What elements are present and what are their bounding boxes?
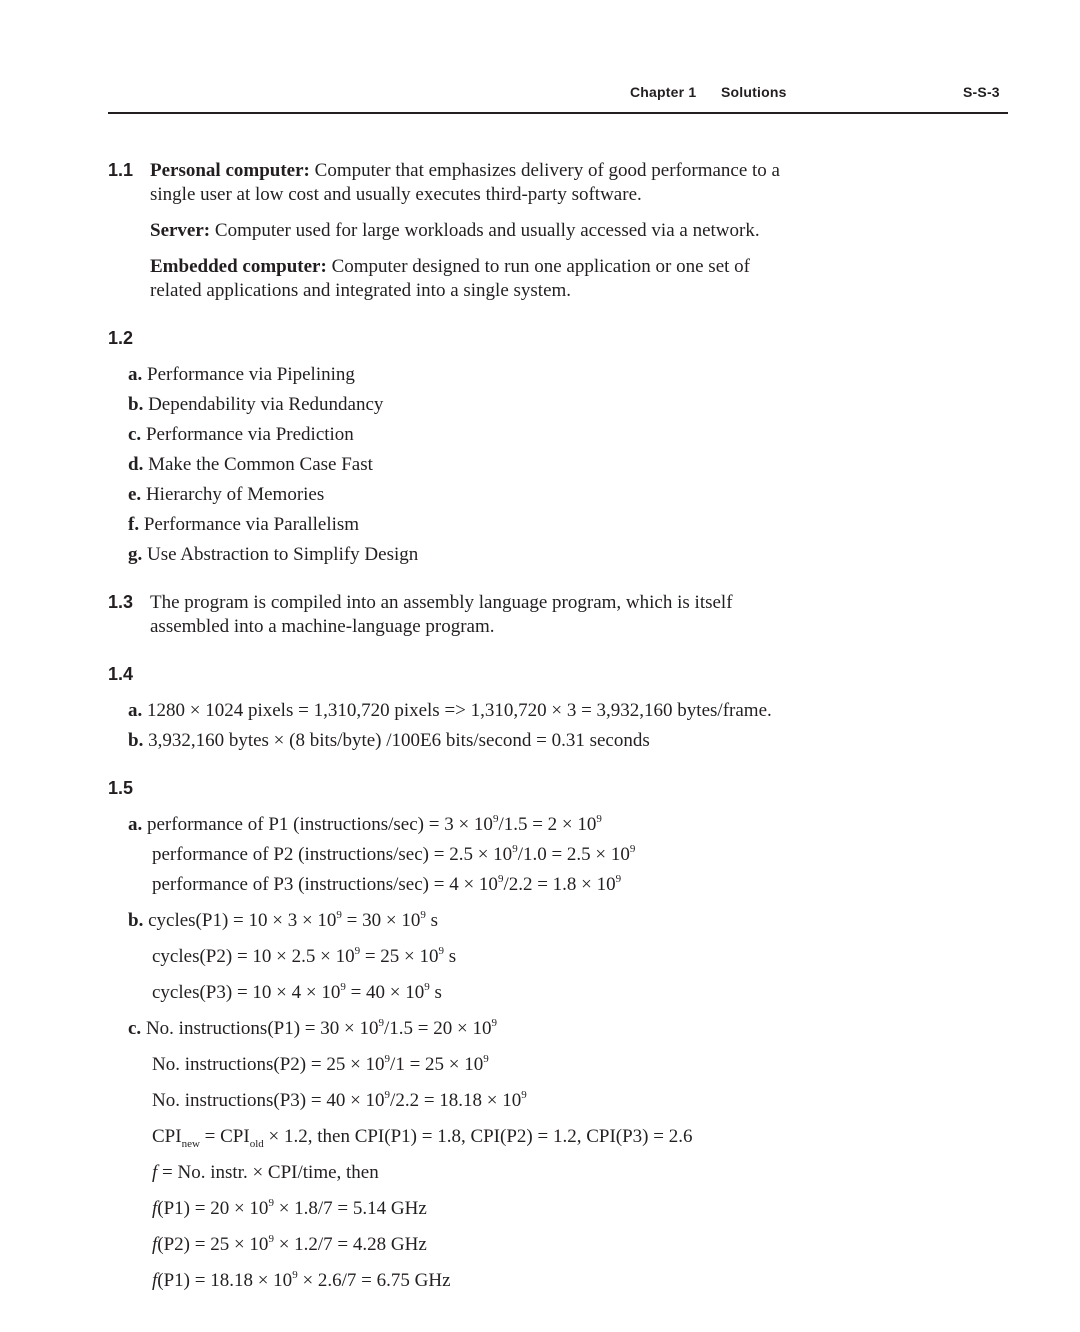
formula-part: /1.5 = 20 × 10	[383, 1018, 492, 1039]
list-item	[128, 423, 354, 447]
exponent: 9	[354, 945, 361, 957]
list-item	[128, 393, 383, 417]
section-number-1-1: 1.1	[108, 160, 134, 180]
item-label: e.	[128, 484, 142, 505]
exponent: 9	[336, 909, 342, 921]
list-item	[128, 543, 418, 567]
formula-line	[128, 909, 438, 935]
formula-line	[152, 1197, 427, 1223]
exponent: 9	[420, 909, 426, 921]
exponent: 9	[378, 1017, 384, 1029]
running-head-section: Solutions	[721, 84, 787, 100]
formula-part: cycles(P3) = 10 × 4 × 10	[152, 982, 341, 1003]
formula-part: × 1.8/7 = 5.14 GHz	[273, 1198, 427, 1219]
list-item	[128, 483, 324, 507]
formula-line	[152, 1161, 379, 1185]
exponent: 9	[340, 981, 346, 993]
formula-symbol: f	[152, 1234, 158, 1255]
item-text: Performance via Pipelining	[147, 364, 355, 385]
section-number-1-5: 1.5	[108, 778, 134, 798]
formula-line	[152, 945, 456, 971]
formula-text: 1280 × 1024 pixels = 1,310,720 pixels => 1,310,720 × 3 = 3,932,160 bytes/frame.	[147, 700, 772, 721]
formula-symbol: f	[152, 1270, 158, 1291]
formula-part: performance of P3 (instructions/sec) = 4 × 10	[152, 874, 498, 895]
list-item	[128, 363, 355, 387]
formula-line	[152, 1089, 527, 1115]
formula-part: s	[429, 982, 442, 1003]
formula-line	[152, 981, 442, 1007]
formula-part: × 1.2, then CPI(P1) = 1.8, CPI(P2) = 1.2, CPI(P3) = 2.6	[263, 1126, 693, 1147]
formula-part: = 30 × 10	[341, 910, 421, 931]
formula-part: performance of P1 (instructions/sec) = 3 × 10	[147, 814, 493, 835]
formula-part: No. instructions(P1) = 30 × 10	[145, 1018, 379, 1039]
formula-line	[152, 1053, 489, 1079]
exponent: 9	[492, 813, 499, 825]
list-item	[128, 453, 373, 477]
definition-text: Computer designed to run one application or one set of related applications and integrated into a single system.	[150, 256, 750, 301]
exponent: 9	[424, 981, 430, 993]
item-text: Dependability via Redundancy	[148, 394, 384, 415]
formula-part: No. instructions(P3) = 40 × 10	[152, 1090, 385, 1111]
formula-part: No. instructions(P2) = 25 × 10	[152, 1054, 385, 1075]
formula-part: s	[444, 946, 457, 967]
formula-symbol: f	[152, 1198, 158, 1219]
item-label: f.	[128, 514, 140, 535]
exponent: 9	[268, 1233, 274, 1245]
exponent: 9	[483, 1053, 489, 1065]
formula-part: = 40 × 10	[345, 982, 425, 1003]
exponent: 9	[596, 813, 602, 825]
term: Personal computer:	[150, 160, 310, 181]
exponent: 9	[384, 1089, 391, 1101]
page-number: S-S-3	[963, 84, 1000, 100]
section-number-1-2: 1.2	[108, 328, 134, 348]
formula-part: CPI	[152, 1126, 182, 1147]
formula-part: cycles(P1) = 10 × 3 × 10	[148, 910, 337, 931]
item-text: Performance via Prediction	[145, 424, 354, 445]
item-label: g.	[128, 544, 143, 565]
formula-part: performance of P2 (instructions/sec) = 2.5 × 10	[152, 844, 513, 865]
item-label: b.	[128, 730, 144, 751]
definition-text: Computer used for large workloads and usually accessed via a network.	[210, 220, 760, 241]
item-text: Hierarchy of Memories	[145, 484, 325, 505]
section-number-1-3: 1.3	[108, 592, 134, 612]
item-label: a.	[128, 364, 143, 385]
term: Server:	[150, 220, 211, 241]
exponent: 9	[438, 945, 445, 957]
definition-embedded-computer	[150, 255, 800, 303]
formula-part: × 1.2/7 = 4.28 GHz	[273, 1234, 427, 1255]
exponent: 9	[491, 1017, 497, 1029]
exponent: 9	[292, 1269, 298, 1281]
formula-line	[152, 1269, 451, 1295]
formula-line	[152, 843, 635, 869]
answer-line	[128, 729, 650, 753]
item-label: b.	[128, 394, 144, 415]
formula-part: = CPI	[199, 1126, 250, 1147]
exponent: 9	[521, 1089, 527, 1101]
formula-part: (P1) = 20 × 10	[157, 1198, 269, 1219]
formula-part: /1.5 = 2 × 10	[498, 814, 597, 835]
definition-text: Computer that emphasizes delivery of good performance to a single user at low cost and usually executes third-party software.	[150, 160, 780, 205]
item-label: c.	[128, 424, 142, 445]
formula-part: cycles(P2) = 10 × 2.5 × 10	[152, 946, 355, 967]
term: Embedded computer:	[150, 256, 327, 277]
formula-part: (P2) = 25 × 10	[157, 1234, 269, 1255]
list-item	[128, 513, 359, 537]
item-text: Performance via Parallelism	[143, 514, 360, 535]
formula-line-cpi	[152, 1125, 692, 1151]
item-label: c.	[128, 1018, 142, 1039]
definition-server	[150, 219, 800, 243]
item-label: d.	[128, 454, 144, 475]
item-text: Make the Common Case Fast	[148, 454, 373, 475]
formula-line	[128, 1017, 497, 1043]
answer-text: The program is compiled into an assembly language program, which is itself assembled into a machine-language program.	[150, 592, 733, 637]
exponent: 9	[629, 843, 636, 855]
exponent: 9	[384, 1053, 391, 1065]
formula-line	[152, 873, 621, 899]
formula-part: /1.0 = 2.5 × 10	[517, 844, 630, 865]
formula-text: 3,932,160 bytes × (8 bits/byte) /100E6 bits/second = 0.31 seconds	[148, 730, 650, 751]
formula-part: × 2.6/7 = 6.75 GHz	[297, 1270, 451, 1291]
header-rule	[108, 112, 1008, 114]
formula-part: /1 = 25 × 10	[390, 1054, 484, 1075]
subscript: new	[181, 1138, 200, 1150]
exponent: 9	[497, 873, 504, 885]
item-label: b.	[128, 910, 144, 931]
formula-line	[128, 813, 602, 839]
running-head-chapter: Chapter 1	[630, 84, 697, 100]
formula-symbol: f	[152, 1162, 158, 1183]
subscript: old	[249, 1138, 264, 1150]
section-number-1-4: 1.4	[108, 664, 134, 684]
formula-part: /2.2 = 18.18 × 10	[390, 1090, 522, 1111]
item-label: a.	[128, 814, 143, 835]
formula-part: s	[425, 910, 439, 931]
formula-part: (P1) = 18.18 × 10	[157, 1270, 293, 1291]
exponent: 9	[615, 873, 622, 885]
answer-line	[128, 699, 772, 723]
formula-part: /2.2 = 1.8 × 10	[503, 874, 616, 895]
formula-line	[152, 1233, 427, 1259]
item-label: a.	[128, 700, 143, 721]
exponent: 9	[512, 843, 518, 855]
exponent: 9	[268, 1197, 274, 1209]
formula-part: = No. instr. × CPI/time, then	[157, 1162, 379, 1183]
definition-personal-computer	[150, 159, 800, 207]
formula-part: = 25 × 10	[360, 946, 439, 967]
item-text: Use Abstraction to Simplify Design	[147, 544, 419, 565]
